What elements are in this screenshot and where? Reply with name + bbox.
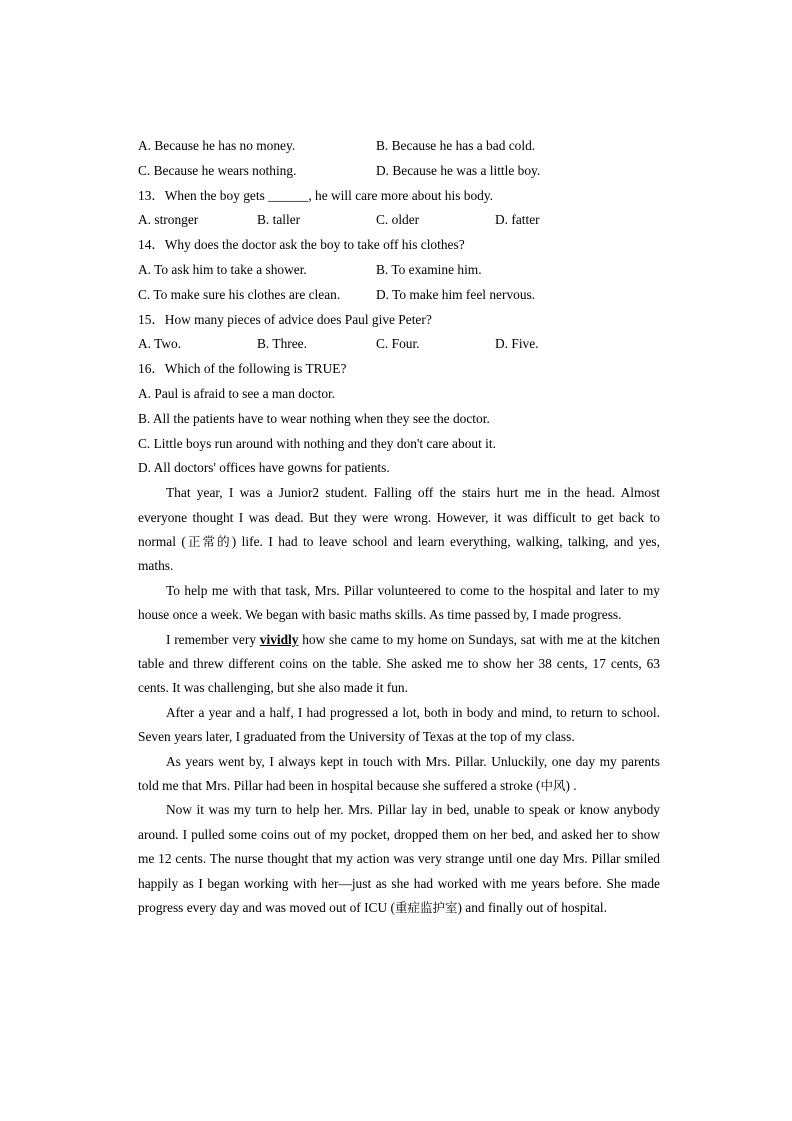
passage-paragraph-2: To help me with that task, Mrs. Pillar volunteered to come to the hospital and later to my house once a week. We began with basic maths skills. As time passed by, I made progress.	[138, 582, 660, 623]
passage-p3-text-b: how she came to my home on Sundays, sat with me at the kitchen table and threw different coins on the table. She asked me to show her 38 cents, 17 cents, 63 cents. It was challenging, but she also made it fun.	[138, 631, 660, 696]
q14-options-row-1	[138, 258, 660, 283]
passage-paragraph-4: After a year and a half, I had progressed a lot, both in body and mind, to return to school. Seven years later, I graduated from the University of Texas at the top of my class.	[138, 704, 660, 745]
q13-option-c: C. older	[376, 212, 420, 228]
q13-option-a: A. stronger	[138, 212, 199, 228]
q15-options-row	[138, 332, 660, 357]
q12-option-a: A. Because he has no money.	[138, 138, 296, 153]
q14-option-c: C. To make sure his clothes are clean.	[138, 286, 341, 302]
q14-option-b: B. To examine him.	[376, 261, 482, 277]
q14-options-row-2	[138, 283, 660, 308]
q16-option-c: C. Little boys run around with nothing and they don't care about it.	[138, 435, 496, 451]
q12-option-b: B. Because he has a bad cold.	[376, 138, 536, 153]
passage-p1-text-b: ) life. I had to leave school and learn everything, walking, talking, and yes, maths.	[138, 533, 660, 574]
q16-stem: 16．Which of the following is TRUE?	[138, 361, 347, 377]
q13-option-d: D. fatter	[495, 212, 540, 228]
q16-option-b: B. All the patients have to wear nothing when they see the doctor.	[138, 410, 490, 426]
passage-paragraph-5	[138, 750, 660, 799]
passage-paragraph-3	[138, 628, 660, 701]
passage-p3-text-a: I remember very	[166, 631, 260, 647]
passage-p6-text-a: Now it was my turn to help her. Mrs. Pillar lay in bed, unable to speak or know anybody around. I pulled some coins out of my pocket, dropped them on her bed, and asked her to show me 12 cents. The nurse thought that my action was very strange until one day Mrs. Pillar smiled happily as I began working with her—just as she had worked with me years before. She made progress every day and was moved out of ICU (	[138, 802, 660, 916]
q13-option-b: B. taller	[257, 212, 301, 228]
q12-options-row-1	[138, 134, 660, 159]
passage-p5-text-b: ) .	[565, 778, 577, 794]
q12-option-d: D. Because he was a little boy.	[376, 162, 541, 178]
passage-paragraph-6	[138, 798, 660, 920]
q16-option-d: D. All doctors' offices have gowns for patients.	[138, 460, 390, 476]
q13-stem: 13．When the boy gets ______, he will care more about his body.	[138, 187, 494, 203]
q14-stem: 14．Why does the doctor ask the boy to take off his clothes?	[138, 237, 465, 253]
q15-option-d: D. Five.	[495, 336, 539, 352]
q14-option-a: A. To ask him to take a shower.	[138, 261, 307, 277]
passage-p6-cjk: 重症监护室	[394, 900, 458, 916]
passage-p5-cjk: 中风	[540, 778, 566, 794]
q13-options-row	[138, 208, 660, 233]
q16-option-a: A. Paul is afraid to see a man doctor.	[138, 385, 336, 401]
q15-option-a: A. Two.	[138, 336, 182, 352]
q15-option-b: B. Three.	[257, 336, 307, 352]
document-page	[138, 134, 660, 920]
q12-option-c: C. Because he wears nothing.	[138, 162, 297, 178]
passage-p1-text-a: That year, I was a Junior2 student. Falling off the stairs hurt me in the head. Almost everyone thought I was dead. But they were wrong. However, it was difficult to get back to normal (	[138, 485, 660, 549]
passage-p6-text-b: ) and finally out of hospital.	[457, 900, 607, 916]
q12-options-row-2	[138, 159, 660, 184]
passage-paragraph-1	[138, 481, 660, 579]
passage-p1-cjk: 正常的	[185, 533, 232, 549]
q15-option-c: C. Four.	[376, 336, 420, 352]
underlined-word-vividly: vividly	[259, 631, 299, 647]
q15-stem: 15．How many pieces of advice does Paul give Peter?	[138, 311, 432, 327]
passage-p5-text-a: As years went by, I always kept in touch with Mrs. Pillar. Unluckily, one day my parents told me that Mrs. Pillar had been in hospital because she suffered a stroke (	[138, 753, 660, 794]
q14-option-d: D. To make him feel nervous.	[376, 286, 536, 302]
